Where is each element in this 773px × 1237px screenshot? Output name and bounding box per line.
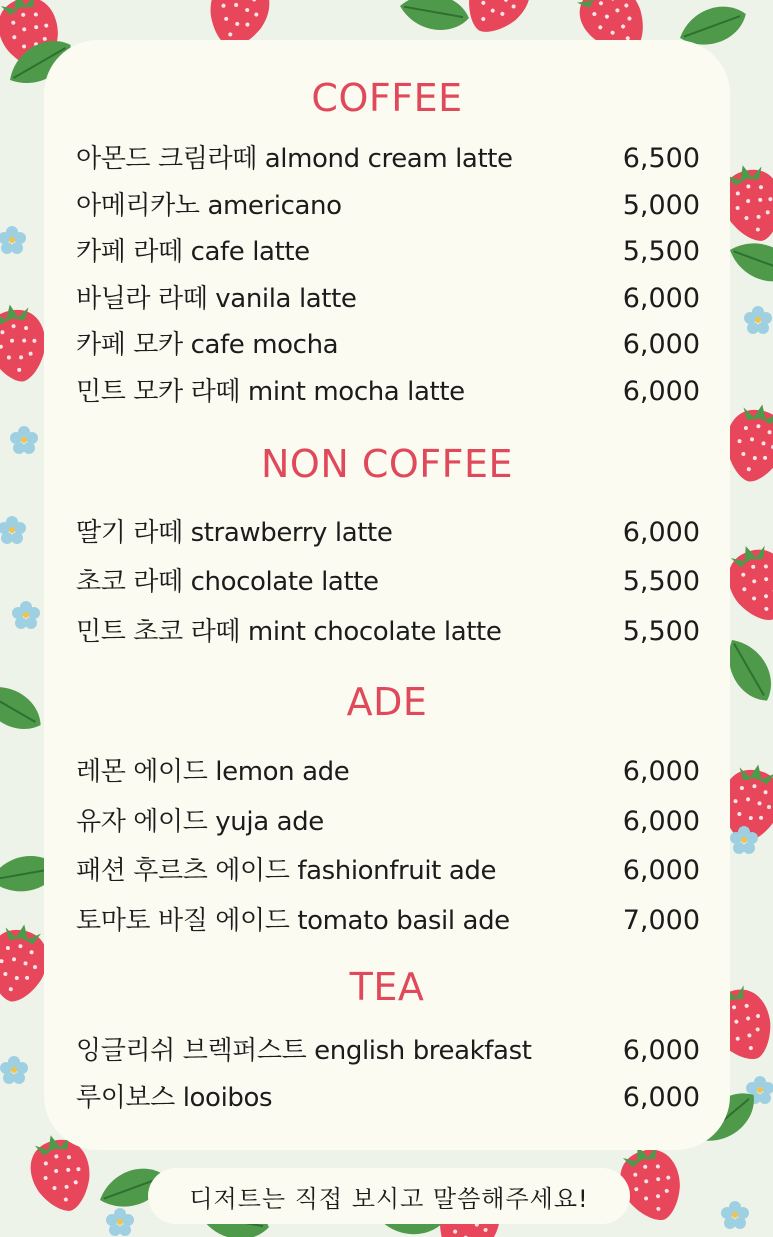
item-price: 6,000 bbox=[622, 1082, 700, 1113]
menu-item bbox=[76, 850, 700, 886]
item-name: 바닐라 라떼 vanila latte bbox=[76, 284, 357, 314]
item-price: 5,000 bbox=[622, 190, 700, 221]
section-title-ade: ADE bbox=[346, 680, 428, 724]
menu-item bbox=[76, 801, 700, 837]
menu-item bbox=[76, 611, 700, 647]
menu-item bbox=[76, 278, 700, 314]
item-price: 6,000 bbox=[622, 329, 700, 360]
menu-item bbox=[76, 231, 700, 267]
menu-item bbox=[76, 1077, 700, 1113]
menu-item bbox=[76, 900, 700, 936]
item-name: 카페 모카 cafe mocha bbox=[76, 330, 339, 360]
item-price: 6,000 bbox=[622, 517, 700, 548]
menu-item bbox=[76, 561, 700, 597]
item-name: 카페 라떼 cafe latte bbox=[76, 237, 310, 267]
item-name: 아메리카노 americano bbox=[76, 191, 342, 221]
section-title-coffee: COFFEE bbox=[311, 76, 463, 120]
item-price: 6,000 bbox=[622, 1035, 700, 1066]
item-name: 레몬 에이드 lemon ade bbox=[76, 757, 350, 787]
item-price: 6,000 bbox=[622, 283, 700, 314]
item-name: 루이보스 looibos bbox=[76, 1083, 273, 1113]
item-name: 토마토 바질 에이드 tomato basil ade bbox=[76, 906, 510, 936]
item-price: 5,500 bbox=[622, 616, 700, 647]
menu-item bbox=[76, 512, 700, 548]
footer-note-text: 디저트는 직접 보시고 말씀해주세요! bbox=[189, 1184, 589, 1213]
section-title-non-coffee: NON COFFEE bbox=[260, 442, 514, 486]
footer-note bbox=[148, 1168, 630, 1224]
item-price: 6,000 bbox=[622, 376, 700, 407]
item-price: 6,000 bbox=[622, 855, 700, 886]
item-price: 7,000 bbox=[622, 905, 700, 936]
item-price: 5,500 bbox=[622, 236, 700, 267]
item-price: 6,000 bbox=[622, 806, 700, 837]
menu-item bbox=[76, 138, 700, 174]
section-title-tea: TEA bbox=[349, 965, 425, 1009]
item-name: 아몬드 크림라떼 almond cream latte bbox=[76, 144, 513, 174]
menu-card bbox=[44, 40, 730, 1150]
menu-item bbox=[76, 324, 700, 360]
item-price: 5,500 bbox=[622, 566, 700, 597]
item-name: 유자 에이드 yuja ade bbox=[76, 807, 324, 837]
item-name: 민트 모카 라떼 mint mocha latte bbox=[76, 377, 465, 407]
menu-item bbox=[76, 751, 700, 787]
menu-item bbox=[76, 185, 700, 221]
item-price: 6,500 bbox=[622, 143, 700, 174]
item-name: 초코 라떼 chocolate latte bbox=[76, 567, 379, 597]
item-name: 딸기 라떼 strawberry latte bbox=[76, 518, 393, 548]
item-name: 민트 초코 라떼 mint chocolate latte bbox=[76, 617, 502, 647]
menu-item bbox=[76, 1030, 700, 1066]
menu-item bbox=[76, 371, 700, 407]
item-price: 6,000 bbox=[622, 756, 700, 787]
item-name: 잉글리쉬 브렉퍼스트 english breakfast bbox=[76, 1036, 532, 1066]
item-name: 패션 후르츠 에이드 fashionfruit ade bbox=[76, 856, 497, 886]
